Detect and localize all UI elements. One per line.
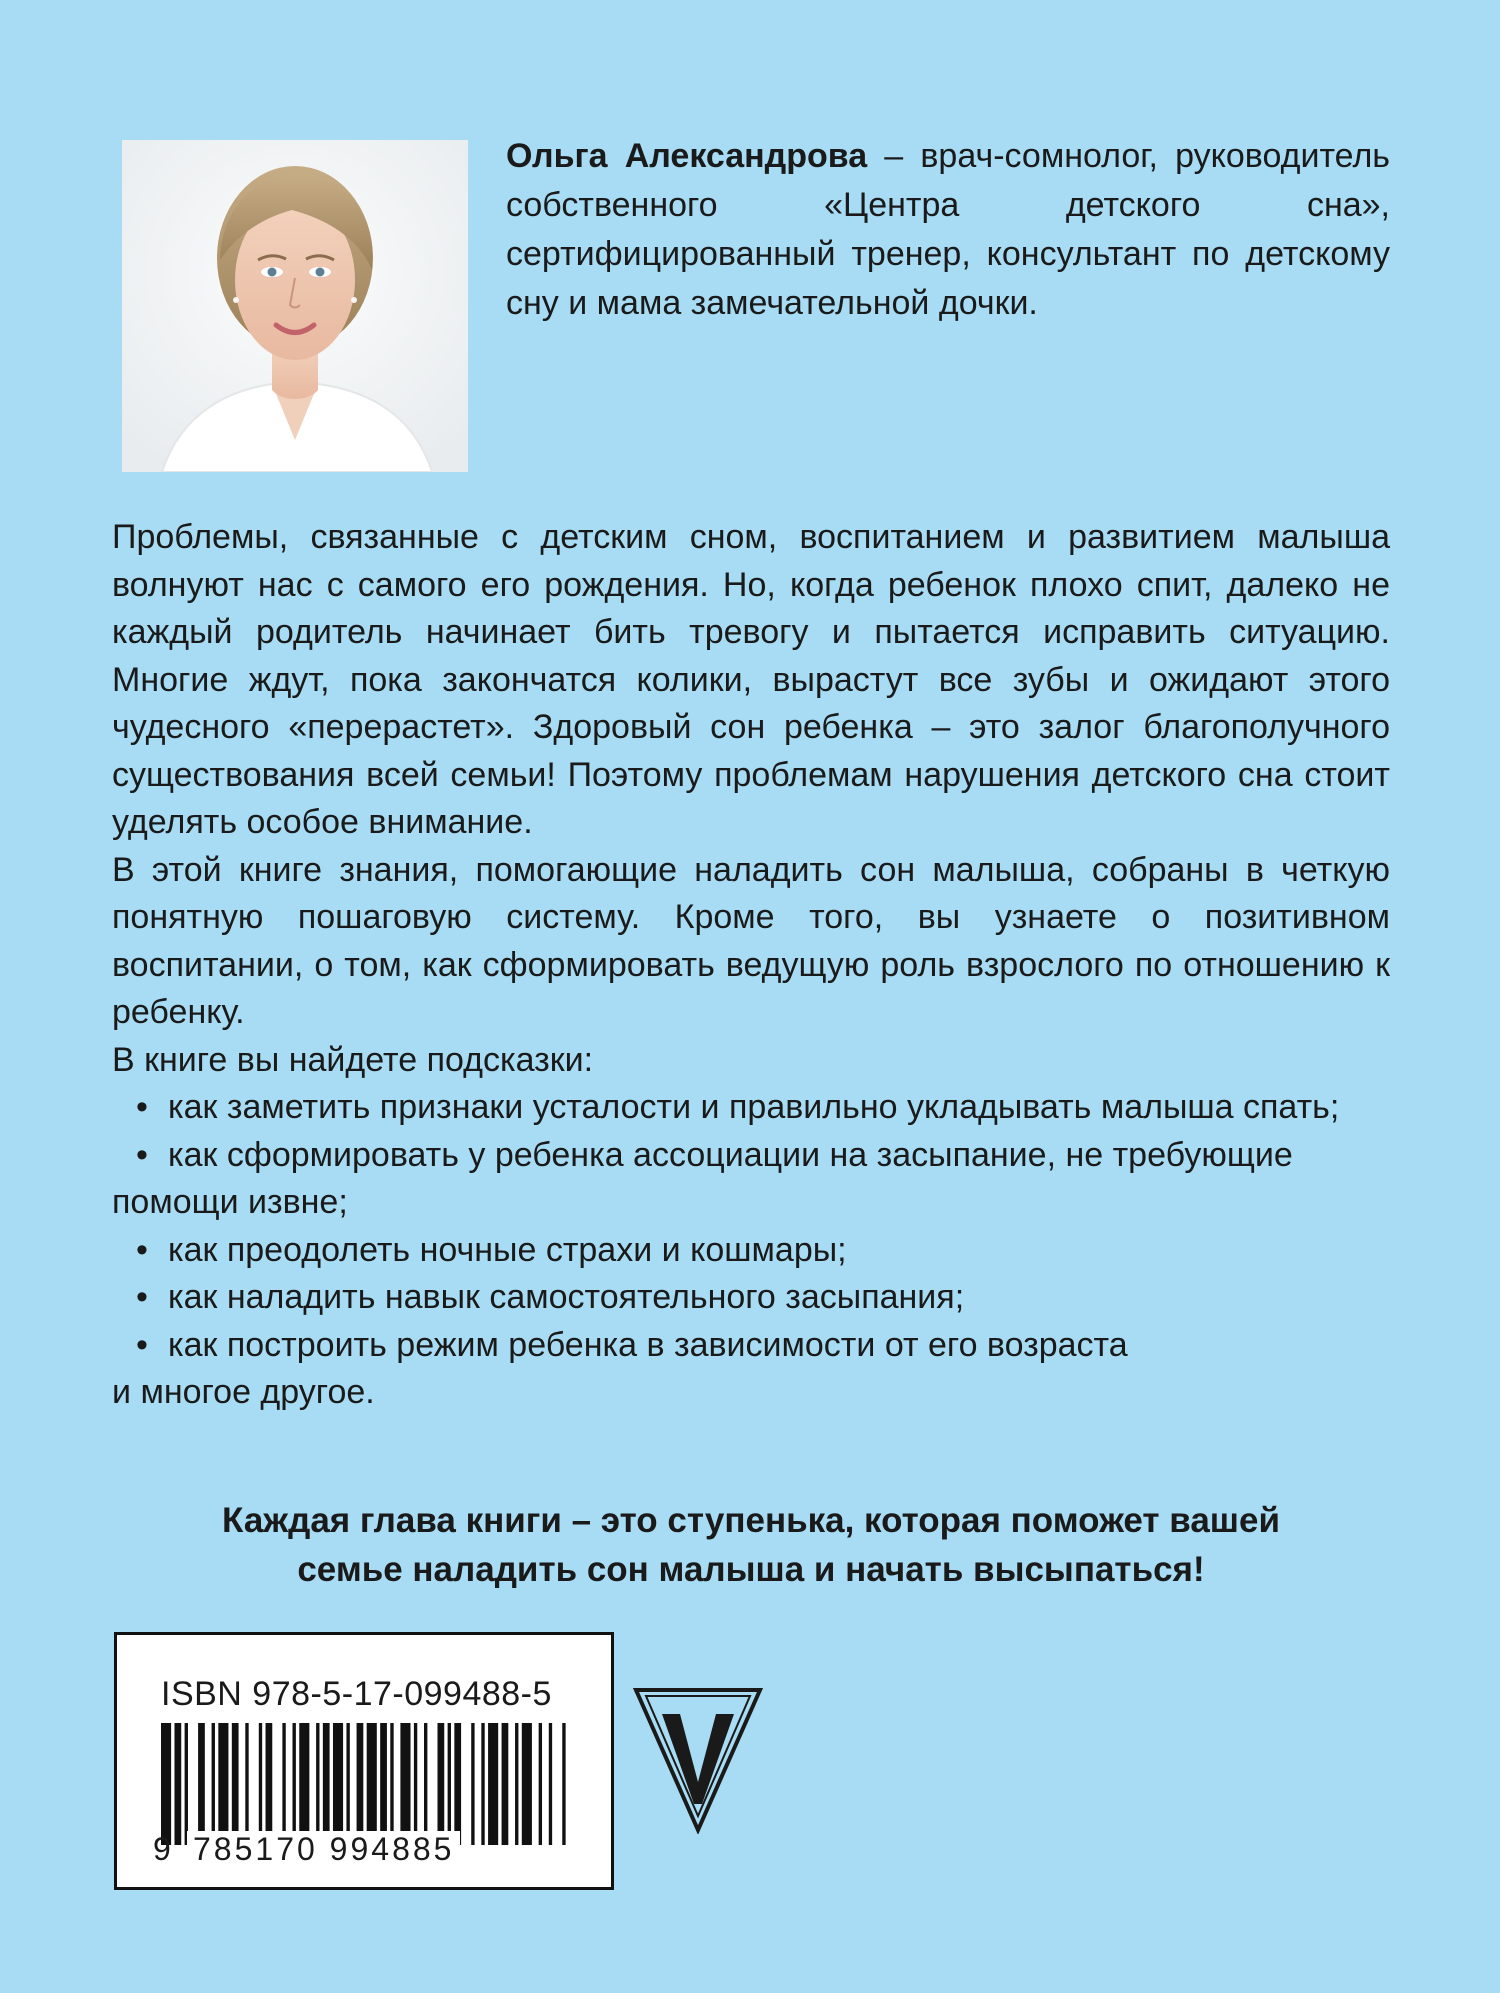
tips-list [112, 1084, 1390, 1369]
bullet-icon: • [136, 1088, 148, 1126]
list-item: • как сформировать у ребенка ассоциации на засыпание, не требующие помощи извне; [112, 1132, 1390, 1227]
author-bio [506, 132, 1390, 328]
description-paragraph-2: В этой книге знания, помогающие наладить сон малыша, собраны в четкую понятную пошаговую систему. Кроме того, вы узнаете о позитивном воспитании, о том, как сформировать ведущую роль взрослого по отношению к ребенку. [112, 850, 1390, 1031]
bullet-icon: • [136, 1325, 148, 1364]
author-bio-text: – врач-сомнолог, руководитель собственного «Центра детского сна», сертифицированный тренер, консультант по детскому сну и мама замечательной дочки. [506, 137, 1390, 322]
author-name: Ольга Александрова [506, 137, 868, 175]
barcode-bars-icon [161, 1723, 569, 1845]
author-portrait-illustration [122, 140, 468, 472]
isbn-label: ISBN 978-5-17-099488-5 [161, 1675, 552, 1713]
bullet-icon: • [136, 1135, 148, 1174]
isbn-barcode [114, 1632, 614, 1890]
list-intro: В книге вы найдете подсказки: [112, 1040, 594, 1079]
list-tail: и многое другое. [112, 1373, 375, 1411]
description-paragraph-1: Проблемы, связанные с детским сном, воспитанием и развитием малыша волнуют нас с самого его рождения. Но, когда ребенок плохо спит, далеко не каждый родитель начинает бить тревогу и пытается исправить ситуацию. Многие ждут, пока закончатся колики, вырастут все зубы и ожидают этого чудесного «перерастет». Здоровый сон ребенка – это залог благополучного существования всей семьи! Поэтому проблемам нарушения детского сна стоит уделять особое внимание. [112, 518, 1390, 841]
v-triangle-logo-icon [632, 1684, 764, 1834]
closing-line-2: семье наладить сон малыша и начать высыпаться! [297, 1550, 1205, 1589]
list-item: • как преодолеть ночные страхи и кошмары; [112, 1227, 1390, 1275]
author-photo [122, 140, 468, 472]
ean-digits: 785170 994885 [187, 1831, 460, 1868]
closing-line-1: Каждая глава книги – это ступенька, которая поможет вашей [222, 1501, 1280, 1540]
list-item: • как построить режим ребенка в зависимости от его возраста [112, 1322, 1390, 1370]
bullet-icon: • [136, 1278, 148, 1316]
book-description [112, 514, 1390, 1417]
list-item: • как заметить признаки усталости и правильно укладывать малыша спать; [112, 1084, 1390, 1132]
closing-statement [112, 1496, 1390, 1594]
bullet-icon: • [136, 1230, 148, 1269]
ean-first-digit: 9 [153, 1831, 171, 1867]
list-item: • как наладить навык самостоятельного засыпания; [112, 1274, 1390, 1322]
